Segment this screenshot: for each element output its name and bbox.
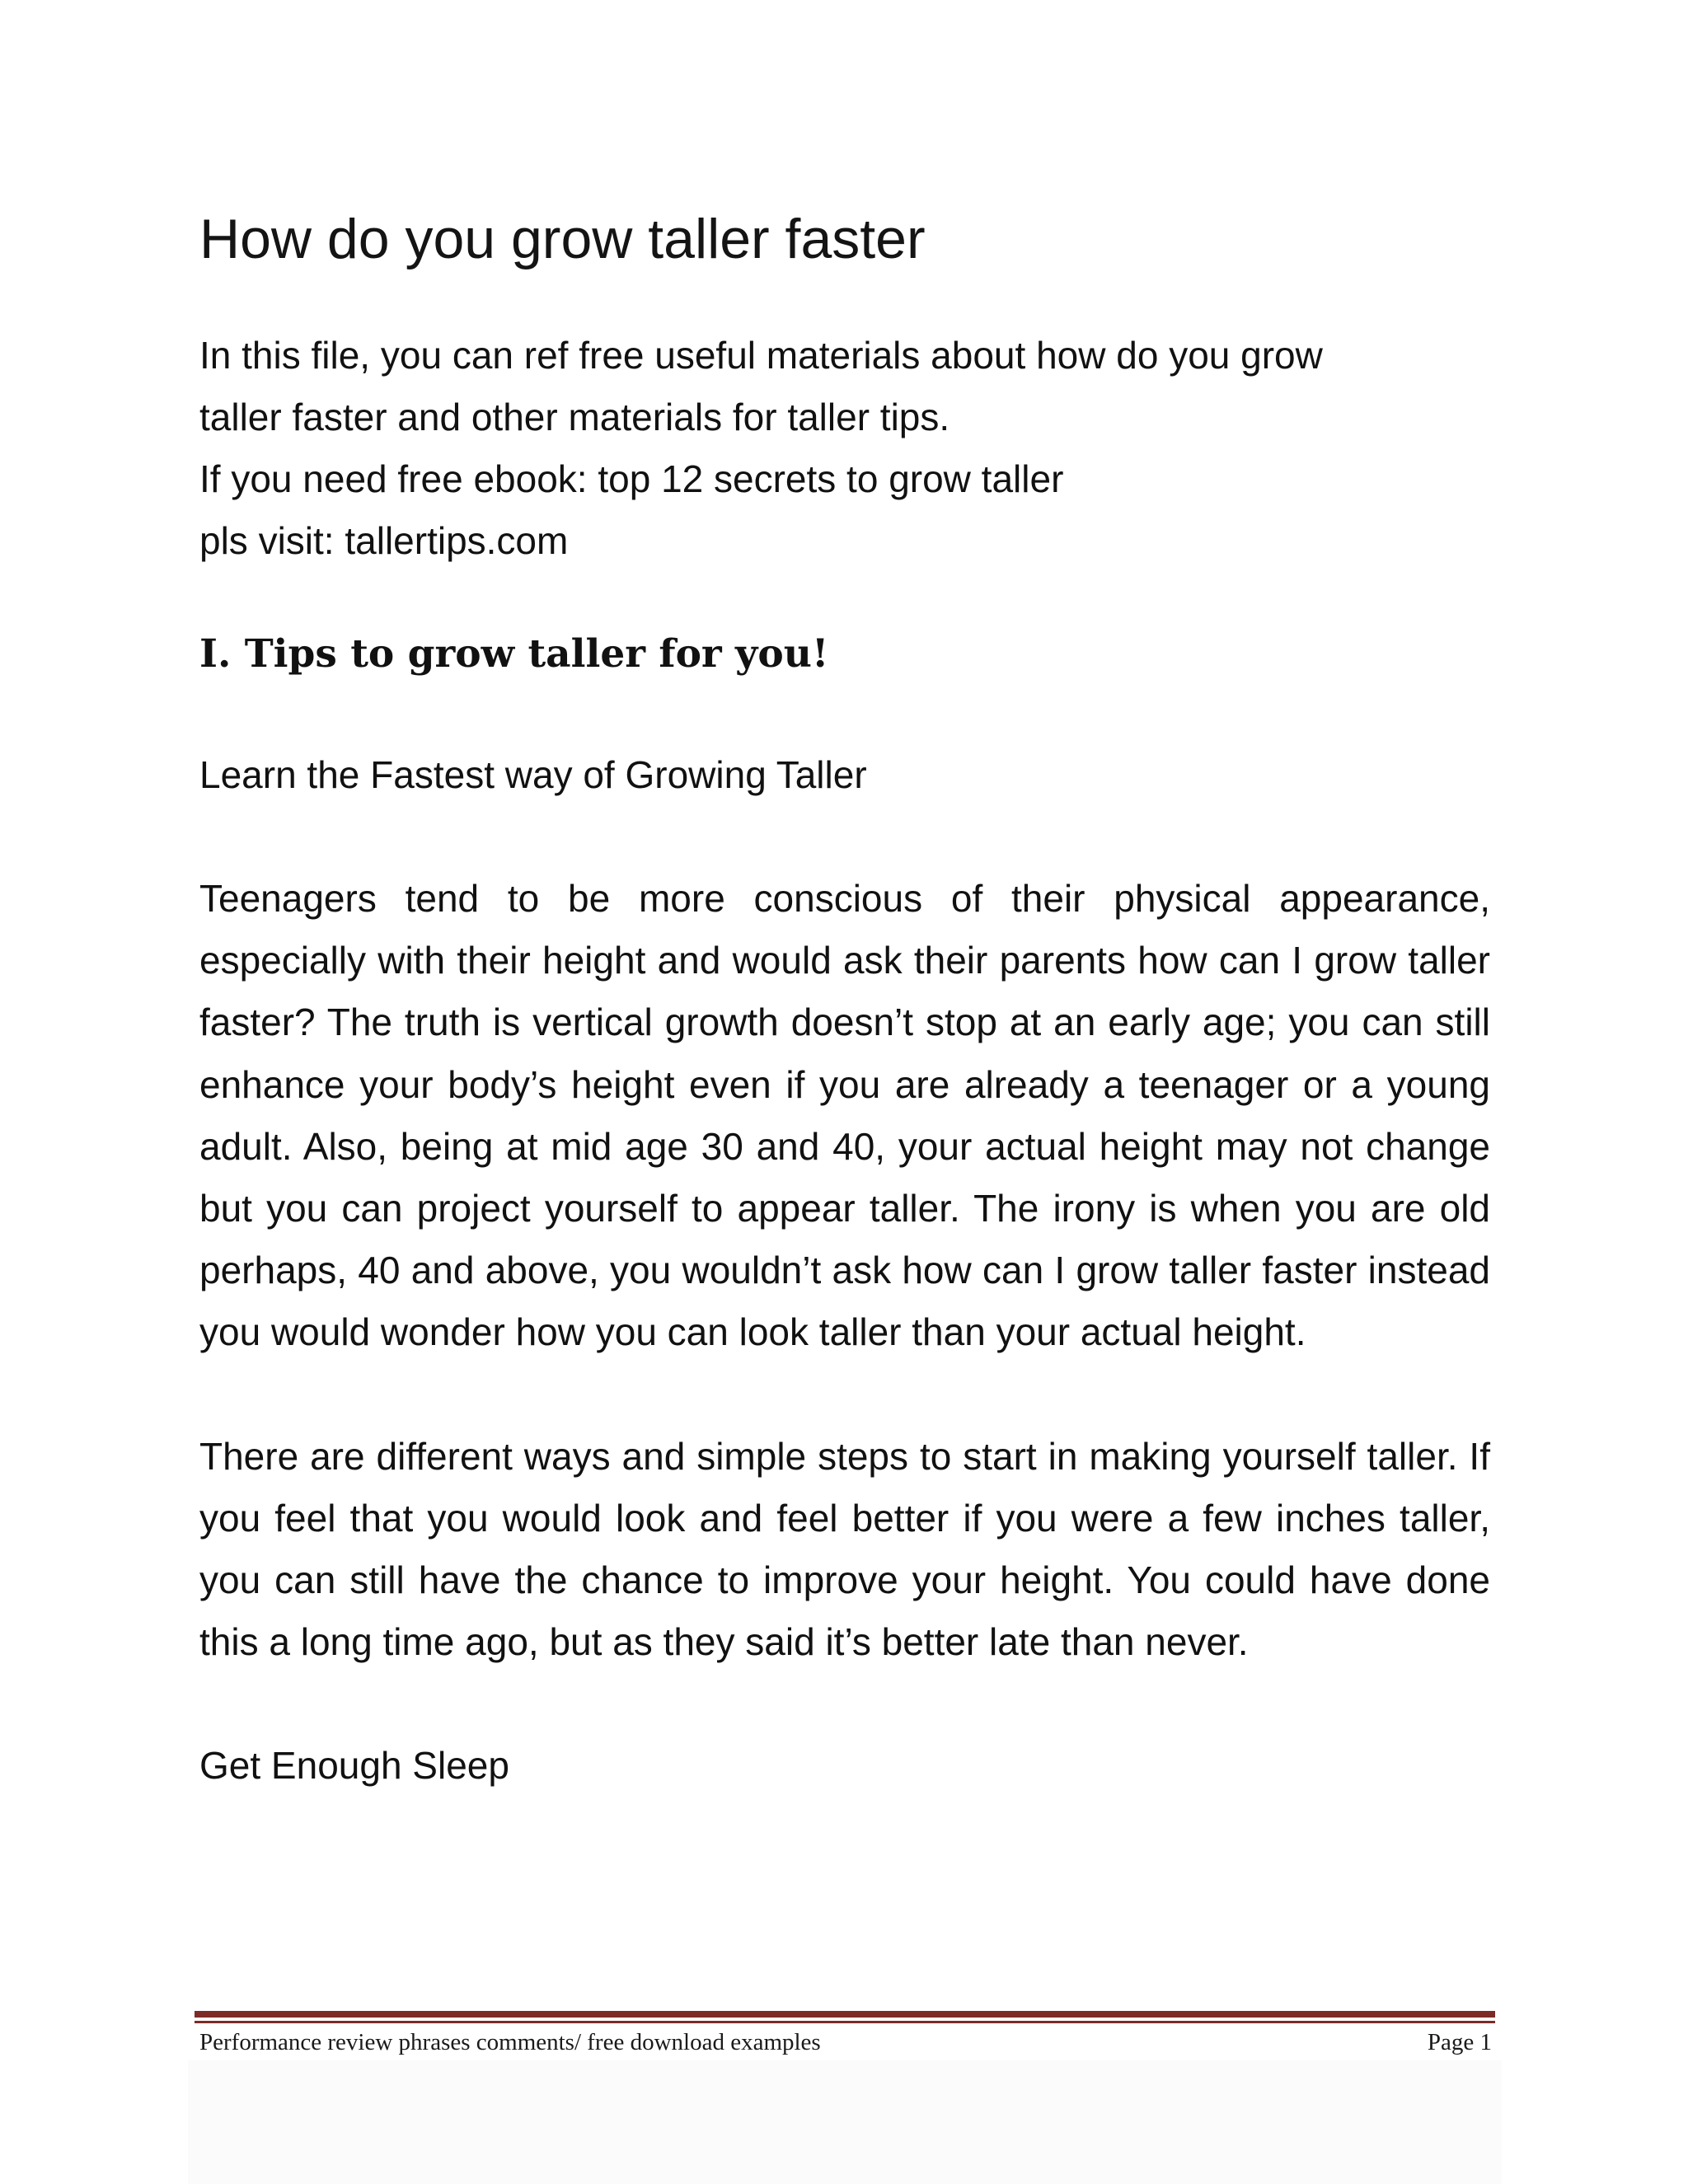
paragraph-different-ways: There are different ways and simple steps to start in making yourself taller. If you feel that you would look and feel better if you were a few inches taller, you can still have the chance to improve your height. You could have done this a long time ago, but as they said it’s better late than never. bbox=[199, 1434, 1490, 1664]
document-title: How do you grow taller faster bbox=[199, 208, 926, 270]
paragraph-teenagers: Teenagers tend to be more conscious of their physical appearance, especially with their height and would ask their parents how can I grow taller faster? The truth is vertical growth doesn’t stop at an early age; you can still enhance your body’s height even if you are already a teenager or a young adult. Also, being at mid age 30 and 40, your actual height may not change but you can project yourself to appear taller. The irony is when you are old perhaps, 40 and above, you wouldn’t ask how can I grow taller faster instead you would wonder how you can look taller than your actual height. bbox=[199, 877, 1490, 1354]
subheading-fastest-way: Learn the Fastest way of Growing Taller bbox=[199, 753, 867, 796]
intro-line: If you need free ebook: top 12 secrets to grow taller bbox=[199, 457, 1064, 500]
page-content bbox=[199, 198, 1490, 1797]
intro-block bbox=[199, 325, 1490, 572]
intro-line: taller faster and other materials for taller tips. bbox=[199, 396, 950, 438]
intro-line: pls visit: tallertips.com bbox=[199, 519, 569, 562]
subheading-get-enough-sleep: Get Enough Sleep bbox=[199, 1744, 509, 1788]
intro-line: In this file, you can ref free useful materials about how do you grow bbox=[199, 334, 1323, 377]
footer-rule-thin bbox=[195, 2021, 1495, 2023]
footer-background bbox=[188, 2060, 1502, 2184]
footer-rule bbox=[195, 2011, 1495, 2018]
section-heading: I. Tips to grow taller for you! bbox=[199, 631, 829, 677]
page-number: Page 1 bbox=[1427, 2029, 1492, 2055]
footer-text: Performance review phrases comments/ free download examples bbox=[199, 2029, 821, 2055]
